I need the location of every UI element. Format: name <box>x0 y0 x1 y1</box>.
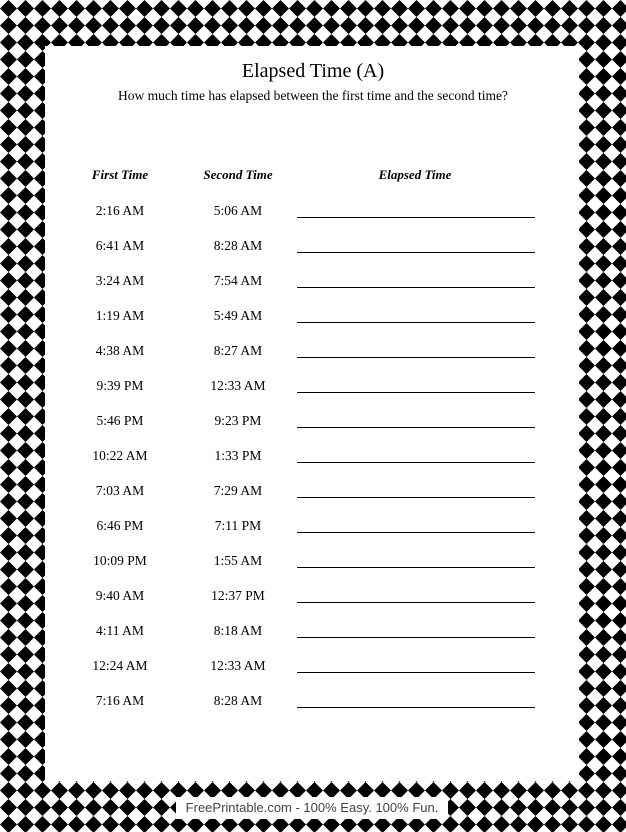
first-time-value: 6:41 AM <box>95 238 145 253</box>
elapsed-answer-line[interactable] <box>297 217 535 218</box>
header-first-time: First Time <box>91 167 149 182</box>
second-time-value: 7:29 AM <box>213 483 263 498</box>
second-time-value: 12:33 AM <box>210 658 266 673</box>
elapsed-answer-line[interactable] <box>297 532 535 533</box>
first-time-value: 10:09 PM <box>93 553 147 568</box>
elapsed-answer-line[interactable] <box>297 567 535 568</box>
elapsed-answer-line[interactable] <box>297 707 535 708</box>
first-time-value: 9:39 PM <box>96 378 144 393</box>
first-time-value: 4:11 AM <box>96 623 144 638</box>
elapsed-answer-line[interactable] <box>297 322 535 323</box>
first-time-value: 12:24 AM <box>92 658 148 673</box>
elapsed-answer-line[interactable] <box>297 287 535 288</box>
worksheet-title: Elapsed Time (A) <box>241 60 385 82</box>
second-time-value: 12:33 AM <box>210 378 266 393</box>
elapsed-answer-line[interactable] <box>297 392 535 393</box>
elapsed-answer-line[interactable] <box>297 637 535 638</box>
second-time-value: 5:06 AM <box>213 203 263 218</box>
first-time-value: 10:22 AM <box>92 448 148 463</box>
second-time-value: 7:11 PM <box>214 518 262 533</box>
worksheet-question: How much time has elapsed between the first time and the second time? <box>118 88 508 103</box>
second-time-value: 8:27 AM <box>213 343 263 358</box>
elapsed-answer-line[interactable] <box>297 427 535 428</box>
second-time-value: 8:18 AM <box>213 623 263 638</box>
second-time-value: 8:28 AM <box>213 238 263 253</box>
elapsed-answer-line[interactable] <box>297 497 535 498</box>
elapsed-answer-line[interactable] <box>297 672 535 673</box>
second-time-value: 1:33 PM <box>214 448 262 463</box>
second-time-value: 7:54 AM <box>213 273 263 288</box>
elapsed-answer-line[interactable] <box>297 602 535 603</box>
second-time-value: 12:37 PM <box>211 588 265 603</box>
elapsed-answer-line[interactable] <box>297 462 535 463</box>
second-time-value: 5:49 AM <box>213 308 263 323</box>
header-second-time: Second Time <box>203 167 273 182</box>
first-time-value: 7:16 AM <box>95 693 145 708</box>
elapsed-answer-line[interactable] <box>297 252 535 253</box>
first-time-value: 2:16 AM <box>95 203 145 218</box>
second-time-value: 8:28 AM <box>213 693 263 708</box>
first-time-value: 5:46 PM <box>96 413 144 428</box>
first-time-value: 3:24 AM <box>95 273 145 288</box>
first-time-value: 1:19 AM <box>95 308 145 323</box>
header-elapsed-time: Elapsed Time <box>378 167 452 182</box>
first-time-value: 7:03 AM <box>95 483 145 498</box>
second-time-value: 9:23 PM <box>214 413 262 428</box>
first-time-value: 6:46 PM <box>96 518 144 533</box>
first-time-value: 9:40 AM <box>95 588 145 603</box>
second-time-value: 1:55 AM <box>213 553 263 568</box>
first-time-value: 4:38 AM <box>95 343 145 358</box>
elapsed-answer-line[interactable] <box>297 357 535 358</box>
footer-credit: FreePrintable.com - 100% Easy. 100% Fun. <box>176 797 448 819</box>
